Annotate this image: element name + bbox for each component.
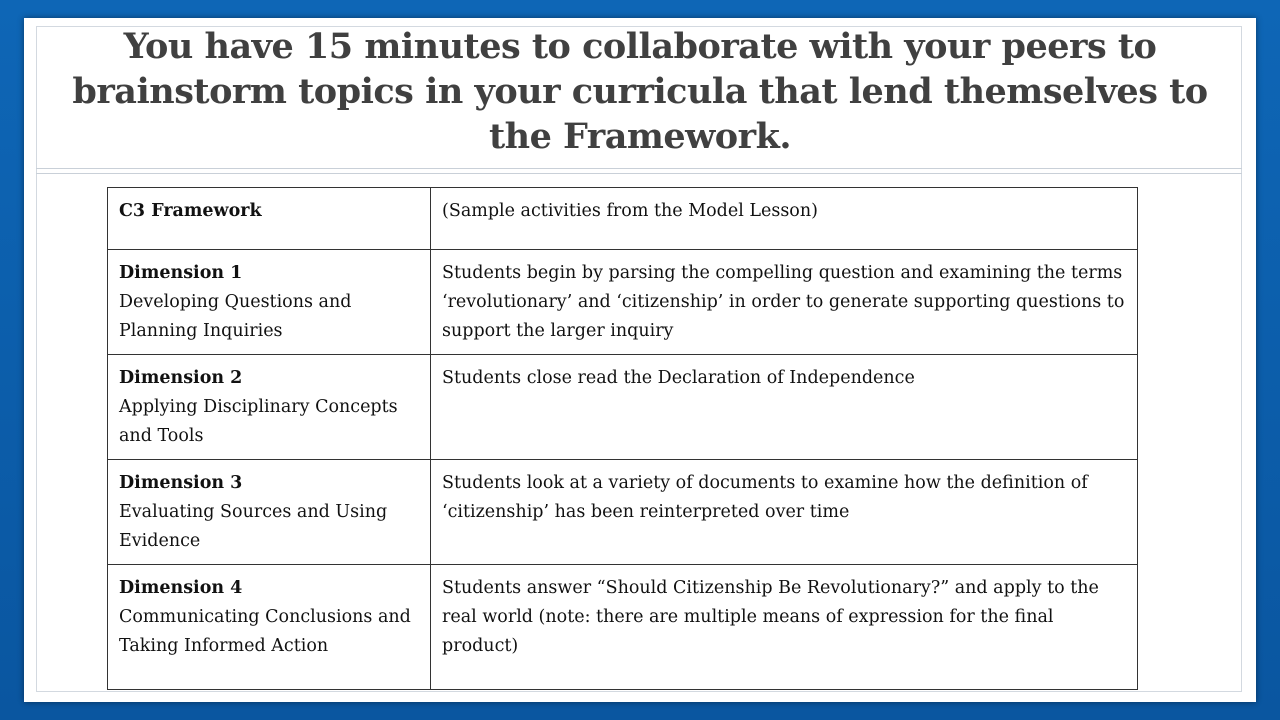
dimension-title: Dimension 1 [119,263,243,283]
dimension-cell [108,460,431,565]
dimension-subtitle: Evaluating Sources and Using Evidence [119,502,388,551]
table-row [108,355,1138,460]
dimension-subtitle: Communicating Conclusions and Taking Informed Action [119,607,411,656]
table-row [108,565,1138,690]
header-c3-framework: C3 Framework [108,188,431,250]
dimension-cell [108,250,431,355]
framework-table [107,187,1138,690]
title-divider [36,168,1242,174]
activity-cell: Students close read the Declaration of Independence [431,355,1138,460]
activity-cell: Students look at a variety of documents to examine how the definition of ‘citizenship’ has been reinterpreted over time [431,460,1138,565]
dimension-title: Dimension 2 [119,368,243,388]
activity-cell: Students begin by parsing the compelling question and examining the terms ‘revolutionary’ and ‘citizenship’ in order to generate supporting questions to support the larger inquiry [431,250,1138,355]
table-row [108,460,1138,565]
dimension-cell [108,355,431,460]
dimension-title: Dimension 4 [119,578,243,598]
table-header-row [108,188,1138,250]
dimension-subtitle: Developing Questions and Planning Inquiries [119,292,352,341]
dimension-subtitle: Applying Disciplinary Concepts and Tools [119,397,398,446]
header-sample-activities: (Sample activities from the Model Lesson) [431,188,1138,250]
slide-title: You have 15 minutes to collaborate with your peers to brainstorm topics in your curricula that lend themselves to the Framework. [72,26,1208,157]
dimension-title: Dimension 3 [119,473,243,493]
table-row [108,250,1138,355]
activity-cell: Students answer “Should Citizenship Be Revolutionary?” and apply to the real world (note: there are multiple means of expression for the final product) [431,565,1138,690]
dimension-cell [108,565,431,690]
